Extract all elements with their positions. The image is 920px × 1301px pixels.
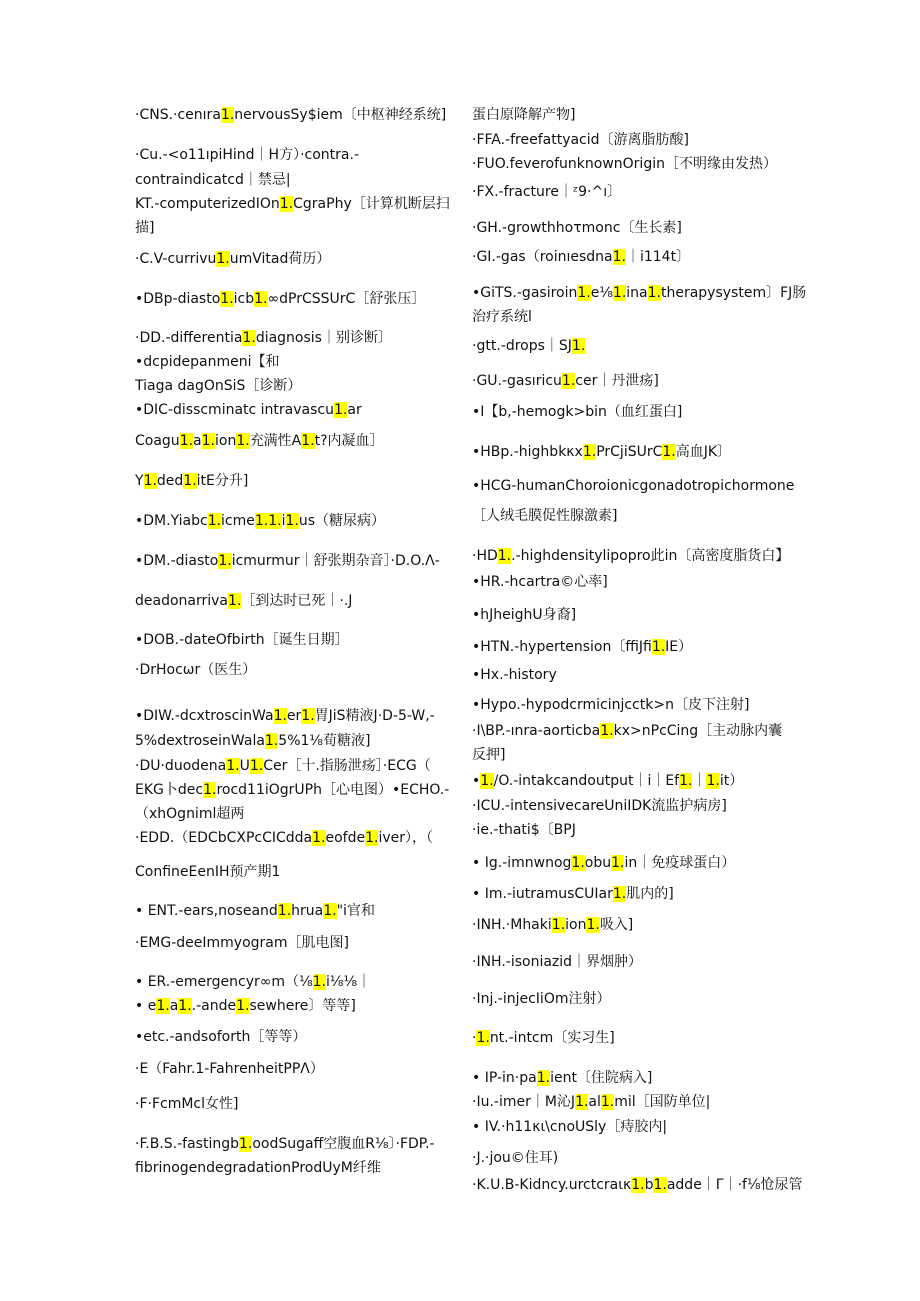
- highlight-mark: 1.: [612, 886, 627, 902]
- highlight-mark: 1.: [226, 758, 240, 774]
- highlight-mark: 1.: [612, 285, 627, 301]
- text-line: 蛋白原降解产物]: [472, 107, 576, 123]
- text-line: fibrinogendegradationProdUyM纤维: [135, 1160, 381, 1176]
- highlight-mark: 1.: [647, 285, 661, 301]
- highlight-mark: 1.: [662, 444, 676, 460]
- highlight-mark: 1.: [365, 830, 379, 846]
- text-line: •DBp-diasto1.icb1.∞dPrCSSUrC［舒张压］: [135, 291, 426, 307]
- text-line: 反押]: [472, 747, 506, 763]
- highlight-mark: 1.: [201, 433, 215, 449]
- text-line: •1./O.-intakcandoutput｜i｜Ef1.｜1.it）: [472, 773, 744, 789]
- text-line: •HBp.-highbkκx1.PrCjiSUrC1.高血JK〕: [472, 444, 732, 460]
- text-line: ConfineEenIH预产期1: [135, 864, 281, 880]
- text-line: •HCG-humanChoroionicgonadotropichormone: [472, 478, 795, 494]
- text-line: •Hypo.-hypodcrmicinjcctk>n〔皮下注射]: [472, 697, 750, 713]
- text-line: •GiTS.-gasiroin1.e⅛1.ina1.therapysystem〕FJ肠: [472, 285, 807, 301]
- highlight-mark: 1.: [301, 433, 315, 449]
- highlight-mark: 1.: [273, 708, 287, 724]
- highlight-mark: 1.: [228, 593, 242, 609]
- highlight-mark: 1.: [220, 107, 235, 123]
- highlight-mark: 1.: [301, 708, 315, 724]
- text-line: • Ig.-imnwnog1.obu1.in｜免疫球蛋白）: [472, 855, 736, 871]
- text-line: •etc.-andsoforth［等等）: [135, 1029, 307, 1045]
- text-line: ·DU·duodena1.U1.Cer［十.指肠泄疡］·ECG（: [135, 758, 431, 774]
- text-line: ·CNS.·cenıra1.nervousSy$iem〔中枢神经系统]: [135, 107, 447, 123]
- text-line: Tiaga dagOnSiS［诊断）: [135, 378, 302, 394]
- highlight-mark: 1.: [600, 1094, 615, 1110]
- highlight-mark: 1.: [312, 974, 326, 990]
- highlight-mark: 1.: [611, 855, 625, 871]
- text-line: •DIW.-dcxtroscinWa1.er1.胃JiS精液J·D-5-W,-: [135, 708, 435, 724]
- text-line: ·GI.-gas（roinıesdna1.｜i114t〕: [472, 249, 691, 265]
- text-line: ［人绒毛膜促性腺激素]: [472, 508, 618, 524]
- highlight-mark: 1.: [242, 330, 256, 346]
- text-line: • IP-in·pa1.ient〔住院病入]: [472, 1070, 653, 1086]
- highlight-mark: 1.: [575, 1094, 589, 1110]
- text-line: •DOB.-dateOfbirth［诞生日期］: [135, 632, 349, 648]
- highlight-mark: 1.: [218, 553, 232, 569]
- text-line: ·DD.-differentia1.diagnosis｜别诊断〕: [135, 330, 392, 346]
- text-line: • ENT.-ears,noseand1.hrua1."i官和: [135, 903, 375, 919]
- highlight-mark: 1.: [600, 723, 614, 739]
- text-line: ·DrHocωr（医生）: [135, 662, 257, 678]
- highlight-mark: 1.: [254, 291, 268, 307]
- highlight-mark: 1.: [651, 639, 666, 655]
- text-line: •hJheighU身裔]: [472, 607, 577, 623]
- text-line: • IV.·h11κι\cnoUSly［痔胶内|: [472, 1119, 668, 1135]
- text-line: KT.-computerizedIOn1.CgraPhy［计算机断层扫: [135, 196, 450, 212]
- text-line: ·F.B.S.-fastingb1.oodSugaff空腹血R⅛〕·FDP.-: [135, 1136, 435, 1152]
- text-line: contraindicatcd｜禁忌|: [135, 172, 291, 188]
- highlight-mark: 1.: [571, 855, 585, 871]
- highlight-mark: 1.: [612, 249, 626, 265]
- highlight-mark: 1.: [312, 830, 326, 846]
- highlight-mark: 1.: [143, 473, 157, 489]
- text-line: • Im.-iutramusCUIar1.肌内的]: [472, 886, 674, 902]
- highlight-mark: 1.: [238, 1136, 253, 1152]
- text-line: •DIC-disscminatc intravascu1.ar: [135, 402, 362, 418]
- text-line: 5%dextroseinWala1.5%1⅛荀糖液]: [135, 733, 371, 749]
- text-line: ·1.nt.-intcm〔实习生]: [472, 1030, 615, 1046]
- text-line: • e1.a1..-ande1.sewhere〕等等]: [135, 998, 356, 1014]
- highlight-mark: 1.: [216, 251, 230, 267]
- text-line: ·ie.-thati$〔BPJ: [472, 822, 576, 838]
- text-line: 描]: [135, 220, 155, 236]
- text-line: Y1.ded1.itE分升]: [135, 473, 249, 489]
- text-line: •Hx.-history: [472, 667, 557, 683]
- text-line: ·FFA.-freefattyacid〔游离脂肪酸]: [472, 132, 689, 148]
- text-line: ·J.·jou©住耳): [472, 1150, 559, 1166]
- text-line: ·I\BP.-ınra-aorticba1.kx>nPcCing［主动脉内囊: [472, 723, 783, 739]
- highlight-mark: 1.: [679, 773, 693, 789]
- highlight-mark: 1.: [551, 917, 566, 933]
- highlight-mark: 1.: [285, 513, 299, 529]
- highlight-mark: 1.: [571, 338, 586, 354]
- highlight-mark: 1.: [183, 473, 197, 489]
- text-line: ·ICU.-intensivecareUniIDK流监护病房]: [472, 798, 727, 814]
- text-line: ·F·FcmMcl女性]: [135, 1096, 239, 1112]
- text-line: •HTN.-hypertension〔ffiJfi1.IE）: [472, 639, 693, 655]
- text-line: •HR.-hcartra©心率]: [472, 574, 608, 590]
- highlight-mark: 1.: [236, 433, 250, 449]
- highlight-mark: 1.: [268, 513, 282, 529]
- text-line: ·GH.-growthhoτmonc〔生长素]: [472, 220, 682, 236]
- highlight-mark: 1.: [706, 773, 720, 789]
- text-line: ·gtt.-drops｜SJ1.: [472, 338, 586, 354]
- text-line: deadonarriva1.［到达时已死｜·.J: [135, 593, 353, 609]
- highlight-mark: 1.: [536, 1070, 551, 1086]
- text-line: ·FUO.feverofunknownOrigin［不明缘由发热）: [472, 156, 777, 172]
- text-line: ·INH.·Mhaki1.ion1.吸入]: [472, 917, 634, 933]
- highlight-mark: 1.: [277, 903, 292, 919]
- text-line: ·GU.-gasıricu1.cer｜丹泄疡]: [472, 373, 659, 389]
- text-line: • ER.-emergencyr∞m（⅛1.i⅛⅛｜: [135, 974, 372, 990]
- text-line: •DM.Yiabc1.icme1.1.i1.us（糖尿病）: [135, 513, 386, 529]
- text-line: ·INH.-isoniazid｜界烟肿）: [472, 954, 643, 970]
- text-line: ·Inj.-injecIiOm注射）: [472, 991, 611, 1007]
- highlight-mark: 1.: [582, 444, 597, 460]
- highlight-mark: 1.: [220, 291, 234, 307]
- highlight-mark: 1.: [561, 373, 576, 389]
- text-line: ·EDD.（EDCbCXPcCICdda1.eofde1.iver），（: [135, 830, 434, 846]
- text-line: Coagu1.a1.ion1.充满性A1.t?内凝血］: [135, 433, 384, 449]
- text-line: ·EMG-deeImmyogram［肌电图]: [135, 935, 349, 951]
- highlight-mark: 1.: [476, 1030, 490, 1046]
- highlight-mark: 1.: [254, 513, 269, 529]
- text-line: •dcpidepanmeni【和: [135, 354, 280, 370]
- text-line: ·FX.-fracture｜ᶻ9·^ı〕: [472, 184, 622, 200]
- highlight-mark: 1.: [586, 917, 600, 933]
- text-line: ·C.V-currivu1.umVitad荷历）: [135, 251, 331, 267]
- text-line: •DM.-diasto1.icmurmur｜舒张期杂音］·D.O.Λ-: [135, 553, 440, 569]
- highlight-mark: 1.: [480, 773, 494, 789]
- text-line: （xhOgniml超两: [135, 806, 245, 822]
- text-line: ·HD1..-highdensitylipopro此in〔高密度脂货白】: [472, 548, 790, 564]
- highlight-mark: 1.: [179, 433, 194, 449]
- highlight-mark: 1.: [178, 998, 192, 1014]
- text-line: •I【b,-hemogk>bin（血红蛋白]: [472, 404, 683, 420]
- highlight-mark: 1.: [207, 513, 222, 529]
- highlight-mark: 1.: [631, 1177, 645, 1193]
- highlight-mark: 1.: [203, 782, 217, 798]
- highlight-mark: 1.: [323, 903, 337, 919]
- text-line: ·E（Fahr.1-FahrenheitPPΛ）: [135, 1061, 324, 1077]
- highlight-mark: 1.: [156, 998, 170, 1014]
- text-line: ·Cu.-<o11ıpiHind｜H方）·contra.-: [135, 147, 359, 163]
- highlight-mark: 1.: [653, 1177, 667, 1193]
- highlight-mark: 1.: [249, 758, 264, 774]
- text-line: 治疗系统l: [472, 309, 532, 325]
- highlight-mark: 1.: [497, 548, 512, 564]
- text-line: ·Iu.-imer｜M沁J1.al1.mil［国防单位|: [472, 1094, 711, 1110]
- highlight-mark: 1.: [279, 196, 294, 212]
- text-line: ·K.U.B-Kidncy.urctcraικ1.b1.adde｜Γ｜·f⅛怆尿管: [472, 1177, 803, 1193]
- text-line: EKG卜dec1.rocd11iOgrUPh［心电图）•ECHO.-: [135, 782, 450, 798]
- highlight-mark: 1.: [334, 402, 348, 418]
- highlight-mark: 1.: [264, 733, 279, 749]
- highlight-mark: 1.: [236, 998, 250, 1014]
- highlight-mark: 1.: [577, 285, 591, 301]
